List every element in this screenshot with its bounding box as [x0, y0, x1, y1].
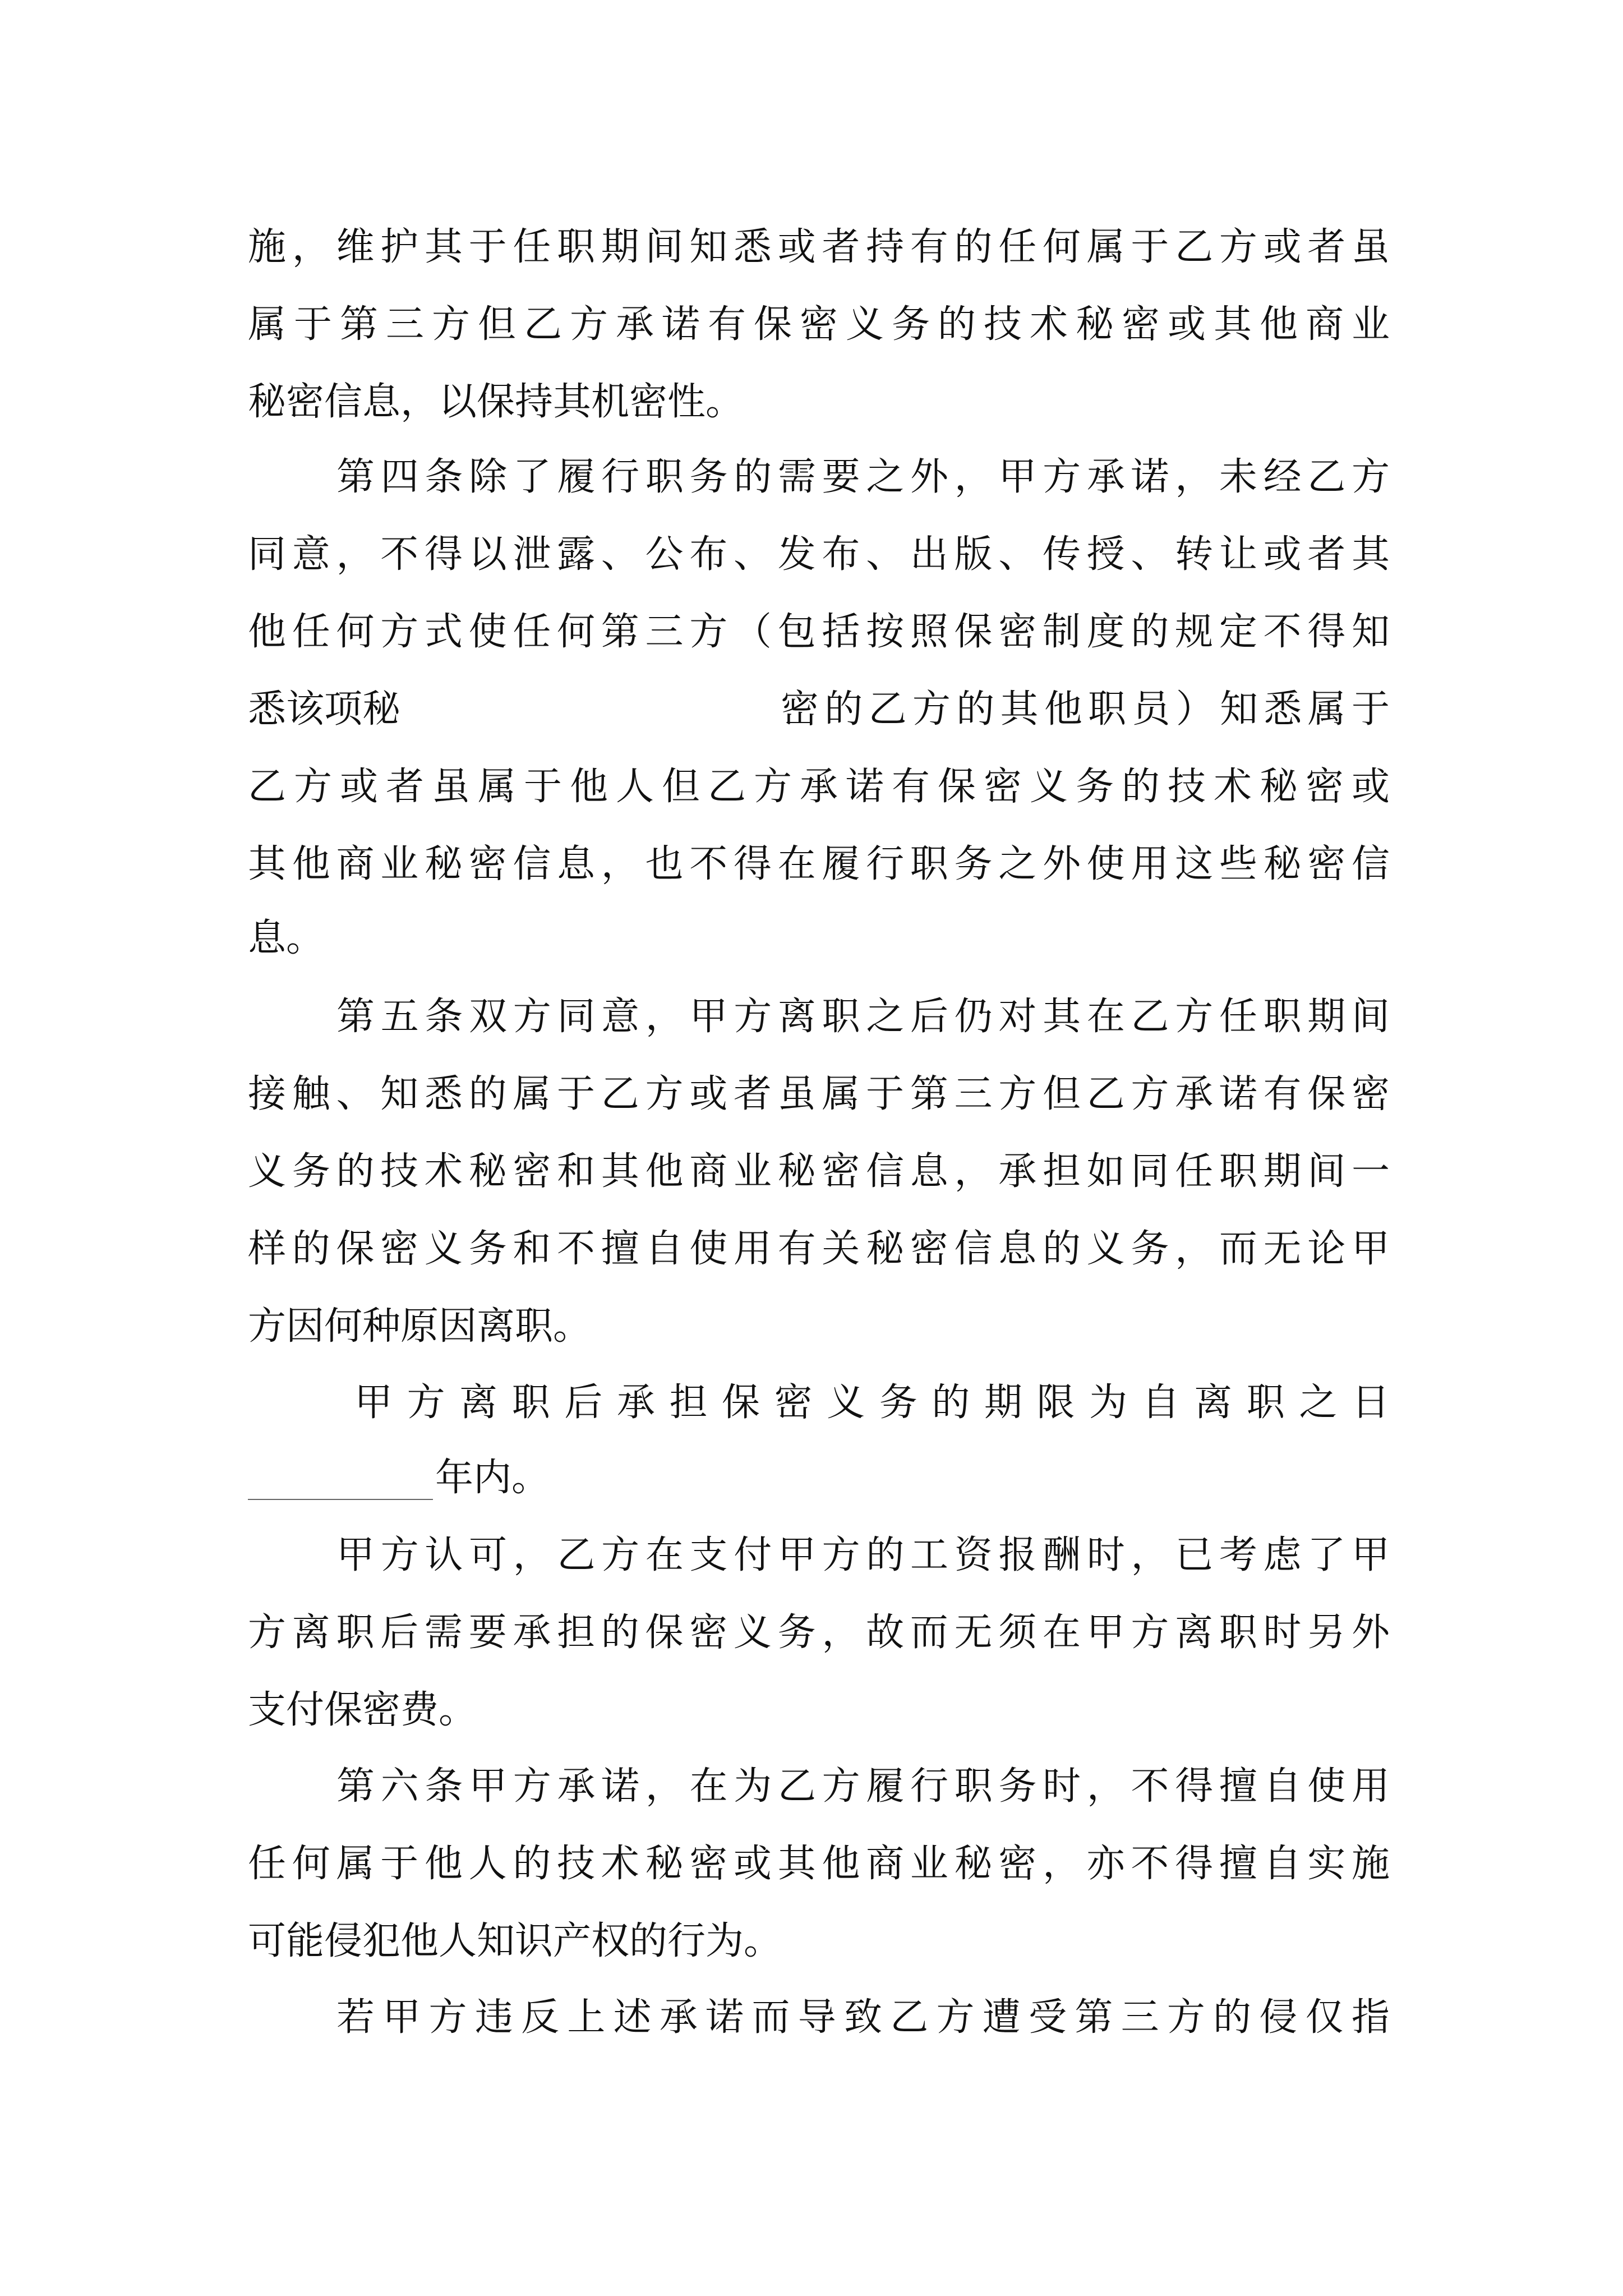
paragraph-5-line-2: 方离职后需要承担的保密义务，故而无须在甲方离职时另外 — [248, 1611, 1390, 1655]
paragraph-2-line-6: 其他商业秘密信息，也不得在履行职务之外使用这些秘密信 — [248, 842, 1390, 886]
paragraph-7-line-1: 若甲方违反上述承诺而导致乙方遭受第三方的侵仅指 — [336, 1995, 1390, 2040]
paragraph-2-line-2: 同意，不得以泄露、公布、发布、出版、传授、转让或者其 — [248, 532, 1390, 577]
paragraph-1-line-1: 施，维护其于任职期间知悉或者持有的任何属于乙方或者虽 — [248, 225, 1390, 269]
paragraph-1-line-3: 秘密信息，以保持其机密性。 — [248, 380, 744, 424]
paragraph-5-line-1: 甲方认可，乙方在支付甲方的工资报酬时，已考虑了甲 — [336, 1533, 1390, 1577]
paragraph-2-line-4-part-1: 悉该项秘 — [248, 687, 401, 731]
paragraph-2-line-5: 乙方或者虽属于他人但乙方承诺有保密义务的技术秘密或 — [248, 765, 1390, 809]
paragraph-2-line-4-part-2: 密的乙方的其他职员）知悉属于 — [781, 687, 1390, 731]
paragraph-4-line-1: 甲方离职后承担保密义务的期限为自离职之日 — [354, 1381, 1390, 1425]
term-years-blank — [248, 1499, 433, 1500]
paragraph-3-line-2: 接触、知悉的属于乙方或者虽属于第三方但乙方承诺有保密 — [248, 1072, 1390, 1116]
paragraph-5-line-3: 支付保密费。 — [248, 1688, 477, 1732]
paragraph-4-line-2: 年内。 — [435, 1456, 550, 1500]
paragraph-6-line-3: 可能侵犯他人知识产权的行为。 — [248, 1919, 782, 1963]
paragraph-3-line-1: 第五条双方同意，甲方离职之后仍对其在乙方任职期间 — [336, 995, 1390, 1039]
paragraph-3-line-3: 义务的技术秘密和其他商业秘密信息，承担如同任职期间一 — [248, 1149, 1390, 1194]
paragraph-2-line-7: 息。 — [248, 916, 325, 960]
paragraph-6-line-1: 第六条甲方承诺，在为乙方履行职务时，不得擅自使用 — [336, 1764, 1390, 1809]
paragraph-2-line-1: 第四条除了履行职务的需要之外，甲方承诺，未经乙方 — [336, 455, 1390, 499]
paragraph-6-line-2: 任何属于他人的技术秘密或其他商业秘密，亦不得擅自实施 — [248, 1842, 1390, 1886]
paragraph-1-line-2: 属于第三方但乙方承诺有保密义务的技术秘密或其他商业 — [248, 302, 1390, 347]
paragraph-3-line-4: 样的保密义务和不擅自使用有关秘密信息的义务，而无论甲 — [248, 1227, 1390, 1271]
paragraph-3-line-5: 方因何种原因离职。 — [248, 1304, 592, 1349]
paragraph-2-line-3: 他任何方式使任何第三方（包括按照保密制度的规定不得知 — [248, 610, 1390, 654]
